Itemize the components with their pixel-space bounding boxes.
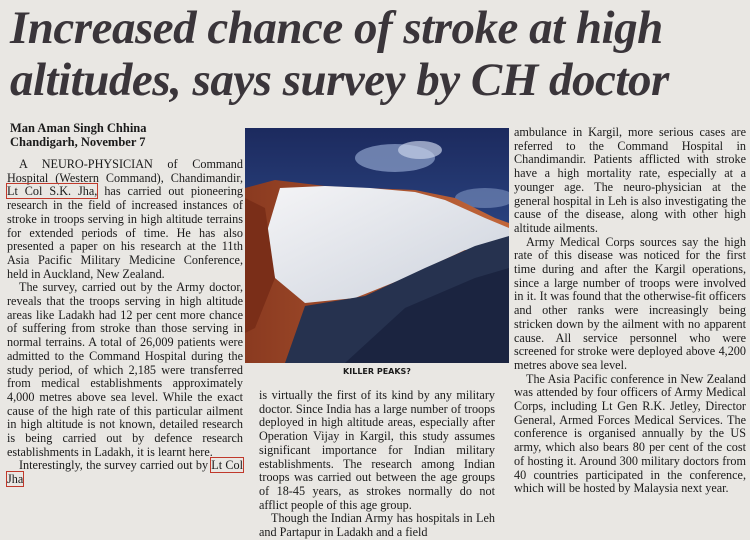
paragraph-4-start: Though the Indian Army has hospitals in Leh and Partapur in Ladakh and a field [259,511,495,540]
article-column-1 [7,158,243,487]
byline-dateline: Chandigarh, November 7 [10,135,146,149]
highlighted-name-jha: Lt Col S.K. Jha, [7,184,98,199]
article-column-3 [514,126,746,496]
paragraph-5: Army Medical Corps sources say the high rate of this disease was noticed for the first time during and after the Kargil operations, since a large number of troops were involved in it. It was found that the otherwise-fit officers and other ranks were increasingly being stricken down by the ailment with no apparent cause. All service personnel who were screened for stroke were deployed above 4,200 metres above sea level. [514,234,746,372]
paragraph-3-start [7,459,243,486]
headline: Increased chance of stroke at high altitudes, says survey by CH doctor [10,2,669,106]
byline-author: Man Aman Singh Chhina [10,121,147,135]
paragraph-1-text-b: has carried out pioneering research in the field of increased instances of stroke in troops serving in high altitude terrains for extended periods of time. He has also presented a paper on his research at the 11th Asia Pacific Military Medicine Conference, held in Auckland, New Zealand. [7,184,244,281]
highlighted-name-jha-short: Lt Col Jha [7,458,243,487]
mountain-photo-image [245,128,509,363]
photo-caption: KILLER PEAKS? [343,367,411,376]
paragraph-1-text-a: A NEURO-PHYSICIAN of Command Hospital (Western Command), Chandimandir, [7,157,243,185]
paragraph-3-continued: is virtually the first of its kind by any military doctor. Since India has a large number of troops deployed in high altitude areas, especially after Operation Vijay in Kargil, this study assumes significant importance for Indian military establishments. The research among Indian troops was carried out between the age groups of 18-45 years, as strokes normally do not afflict people of this age group. [259,388,495,512]
paragraph-2: The survey, carried out by the Army doctor, reveals that the troops serving in high altitude areas like Ladakh had 12 per cent more chance of suffering from stroke than those serving in normal terrains. A total of 26,009 patients were admitted to the Command Hospital during the study period, of which 2,185 were transferred from medical establishments approximately 4,000 metres above sea level. While the exact cause of the high rate of this particular ailment in high altitude is not known, detailed research is being carried out by defence research establishments in Ladakh, it is learnt here. [7,280,243,459]
byline [10,121,240,149]
paragraph-1 [7,158,243,281]
paragraph-3-text-a: Interestingly, the survey carried out by [19,458,212,473]
article-column-2 [259,389,495,540]
mountain-photo [245,128,509,363]
paragraph-4-continued: ambulance in Kargil, more serious cases are referred to the Command Hospital in Chandimandir. Patients afflicted with stroke have a high mortality rate, especially at a younger age. The neuro-physician at the general hospital in Leh is also investigating the cause of the disease, along with other high altitude ailments. [514,125,746,235]
paragraph-6: The Asia Pacific conference in New Zealand was attended by four officers of Army Medical Corps, including Lt Gen R.K. Jetley, Director General, Armed Forces Medical Services. The conference is organised annually by the US army, which also bears 80 per cent of the cost of hosting it. Around 300 military doctors from 40 countries participated in the conference, which will be hosted by Malaysia next year. [514,371,746,496]
